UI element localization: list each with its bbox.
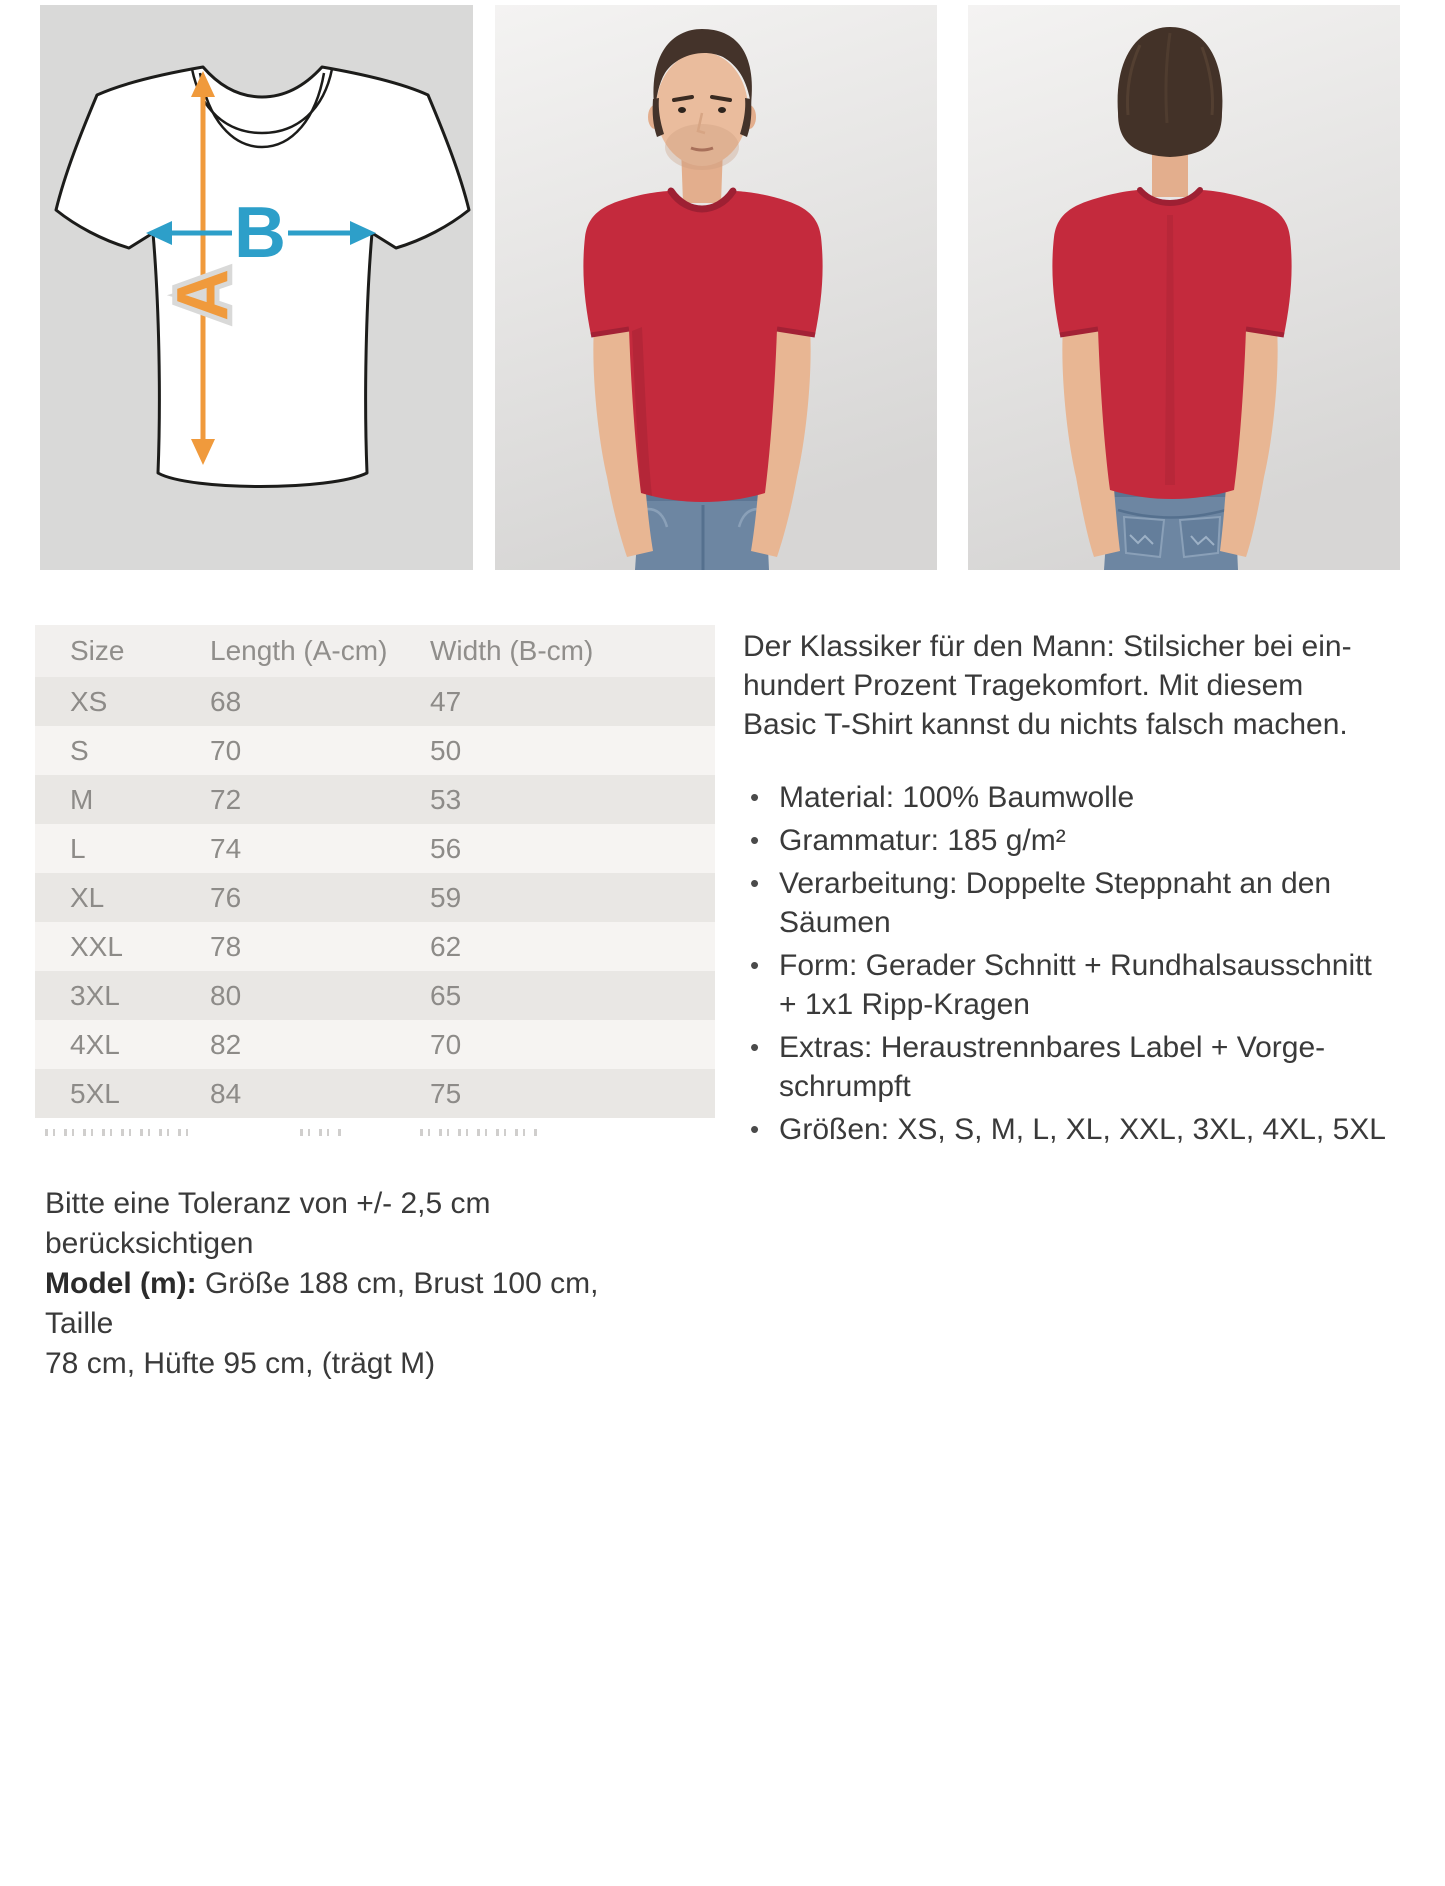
model-info-line1	[45, 1264, 665, 1344]
table-row	[35, 775, 715, 824]
table-row	[35, 971, 715, 1020]
bullet-item	[743, 1110, 1391, 1149]
description-intro	[743, 615, 1391, 744]
bullet-text: Extras: Heraustrennbares Label + Vorge- schrumpft	[779, 1031, 1326, 1103]
model-measurements: Größe 188 cm, Brust 100 cm, Taille	[45, 1267, 599, 1340]
size-diagram-image	[40, 5, 473, 570]
bullet-text: Verarbeitung: Doppelte Steppnaht an den Säumen	[779, 867, 1332, 939]
bullet-dot-icon: •	[750, 868, 760, 898]
bullet-text: Größen: XS, S, M, L, XL, XXL, 3XL, 4XL, 5XL	[779, 1113, 1386, 1146]
size-cell: 3XL	[70, 979, 120, 1011]
length-cell: 84	[210, 1077, 242, 1109]
measure-label-b: B	[234, 193, 286, 273]
bullet-dot-icon: •	[750, 782, 760, 812]
size-table-header	[35, 625, 715, 677]
model-label: Model (m):	[45, 1267, 197, 1300]
length-cell: 72	[210, 783, 242, 815]
width-cell: 65	[430, 979, 462, 1011]
clipped-glyphs	[300, 1129, 345, 1136]
length-cell: 80	[210, 979, 242, 1011]
bullet-dot-icon: •	[750, 1032, 760, 1062]
tshirt-outline	[56, 67, 469, 487]
tolerance-note: Bitte eine Toleranz von +/- 2,5 cm berücksichtigen	[45, 1187, 491, 1260]
measure-label-a: A	[163, 269, 243, 321]
product-photo-front	[495, 5, 937, 570]
table-row	[35, 1020, 715, 1069]
width-cell: 53	[430, 783, 462, 815]
measurement-notes	[45, 1184, 665, 1384]
length-cell: 68	[210, 685, 242, 717]
column-header: Length (A-cm)	[210, 635, 388, 666]
length-cell: 70	[210, 734, 242, 766]
intro-line: Basic T-Shirt kannst du nichts falsch machen.	[743, 708, 1348, 741]
size-cell: S	[70, 734, 89, 766]
bullet-item	[743, 864, 1391, 942]
column-header: Width (B-cm)	[430, 635, 594, 666]
hair-back	[1118, 27, 1223, 157]
model-info-line2: 78 cm, Hüfte 95 cm, (trägt M)	[45, 1347, 436, 1380]
size-cell: 4XL	[70, 1028, 120, 1060]
width-cell: 75	[430, 1077, 462, 1109]
length-cell: 82	[210, 1028, 242, 1060]
intro-line: hundert Prozent Tragekomfort. Mit diesem	[743, 669, 1304, 702]
bullet-dot-icon: •	[750, 825, 760, 855]
clipped-glyphs	[420, 1129, 540, 1136]
column-header: Size	[70, 635, 125, 666]
size-table	[35, 625, 715, 1118]
tshirt-measurement-diagram	[40, 5, 473, 570]
table-row	[35, 873, 715, 922]
table-row	[35, 824, 715, 873]
product-photo-back	[968, 5, 1400, 570]
description-bullets	[743, 778, 1391, 1149]
bullet-dot-icon: •	[750, 1114, 760, 1144]
length-cell: 76	[210, 881, 242, 913]
bullet-item	[743, 778, 1391, 817]
length-cell: 74	[210, 832, 242, 864]
model-front-illustration	[495, 5, 937, 570]
length-cell: 78	[210, 930, 242, 962]
width-cell: 56	[430, 832, 462, 864]
width-cell: 70	[430, 1028, 462, 1060]
size-cell: L	[70, 832, 86, 864]
clipped-glyphs	[45, 1129, 195, 1136]
width-cell: 47	[430, 685, 462, 717]
size-cell: 5XL	[70, 1077, 120, 1109]
table-row	[35, 677, 715, 726]
table-row	[35, 726, 715, 775]
table-row	[35, 1069, 715, 1118]
intro-line: Der Klassiker für den Mann: Stilsicher bei ein-	[743, 630, 1352, 663]
size-cell: XL	[70, 881, 105, 913]
bullet-item	[743, 946, 1391, 1024]
product-description	[743, 615, 1391, 1153]
size-cell: XS	[70, 685, 108, 717]
bullet-text: Form: Gerader Schnitt + Rundhalsausschnitt + 1x1 Ripp-Kragen	[779, 949, 1372, 1021]
clipped-row	[45, 1129, 545, 1137]
size-table-body	[35, 677, 715, 1118]
width-cell: 50	[430, 734, 462, 766]
bullet-text: Material: 100% Baumwolle	[779, 781, 1135, 814]
model-back-illustration	[968, 5, 1400, 570]
bullet-item	[743, 821, 1391, 860]
width-cell: 62	[430, 930, 462, 962]
bullet-dot-icon: •	[750, 950, 760, 980]
size-cell: M	[70, 783, 94, 815]
size-cell: XXL	[70, 930, 123, 962]
bullet-text: Grammatur: 185 g/m²	[779, 824, 1066, 857]
bullet-item	[743, 1028, 1391, 1106]
table-row	[35, 922, 715, 971]
width-cell: 59	[430, 881, 462, 913]
